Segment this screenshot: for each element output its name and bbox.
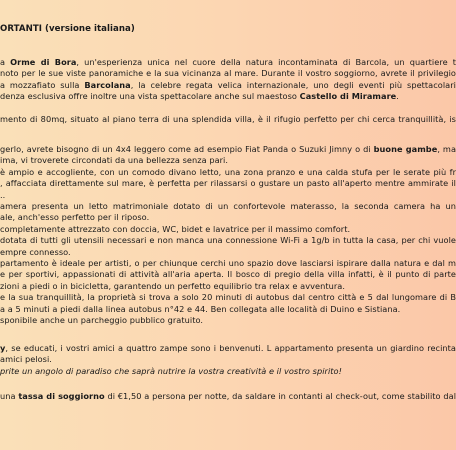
text-run: sponibile anche un parcheggio pubblico gratuito. bbox=[0, 315, 204, 325]
text-line bbox=[0, 79, 456, 91]
text-line bbox=[0, 166, 456, 178]
text-run: una bbox=[0, 391, 19, 401]
text-line bbox=[0, 200, 456, 212]
text-run: . bbox=[396, 91, 399, 102]
text-line bbox=[0, 353, 456, 365]
text-line bbox=[0, 234, 456, 246]
text-run: , se educati, i vostri amici a quattro zampe sono i benvenuti. L appartamento presenta un giardino recinta bbox=[5, 343, 456, 353]
text-line bbox=[0, 280, 456, 292]
text-line bbox=[0, 154, 456, 166]
text-line bbox=[0, 365, 456, 377]
text-run: , un'esperienza unica nel cuore della natura incontaminata di Barcola, un quartiere t bbox=[76, 57, 456, 67]
text-run: è ampio e accogliente, con un comodo divano letto, una zona pranzo e una calda stufa per le serate più fr bbox=[0, 166, 456, 177]
text-run: buone gambe bbox=[373, 144, 438, 154]
text-run: Barcolana bbox=[84, 79, 131, 90]
text-run: a bbox=[0, 57, 11, 67]
text-run: ale, anch'esso perfetto per il riposo. bbox=[0, 212, 150, 223]
text-line bbox=[0, 56, 456, 68]
text-line bbox=[0, 390, 456, 402]
text-run: ima, vi troverete circondati da una bellezza senza pari. bbox=[0, 155, 229, 166]
text-run: partamento è ideale per artisti, o per chiunque cerchi uno spazio dove lasciarsi ispirare dalla natura e dal m bbox=[0, 258, 456, 268]
text-run: tassa di soggiorno bbox=[18, 391, 105, 401]
text-line bbox=[0, 177, 456, 189]
text-line bbox=[0, 143, 456, 155]
text-line bbox=[0, 189, 456, 201]
text-run: amici pelosi. bbox=[0, 354, 52, 365]
text-run: .. bbox=[0, 189, 6, 200]
text-line bbox=[0, 113, 456, 125]
text-run: amera presenta un letto matrimoniale dotato di un confortevole materasso, la seconda camera ha un bbox=[0, 201, 456, 211]
text-run: mento di 80mq, situato al piano terra di una splendida villa, è il rifugio perfetto per chi cerca tranquillità, is bbox=[0, 114, 456, 124]
text-run: di €1,50 a persona per notte, da saldare in contanti al check-out, come stabilito dal bbox=[104, 391, 456, 401]
text-run: a a 5 minuti a piedi dalla linea autobus n°42 e 44. Ben collegata alle località di Duino e Sistiana. bbox=[0, 303, 401, 314]
text-line bbox=[0, 211, 456, 223]
text-line bbox=[0, 223, 456, 235]
text-line bbox=[0, 67, 456, 79]
text-run: e per sportivi, appassionati di attività all'aria aperta. Il bosco di pregio della villa infatti, è il punto di parte bbox=[0, 269, 456, 280]
text-run: dotata di tutti gli utensili necessari e non manca una connessione Wi-Fi a 1g/b in tutta la casa, per chi vuole bbox=[0, 235, 456, 246]
text-run: empre connesso. bbox=[0, 246, 71, 257]
text-run: e la sua tranquillità, la proprietà si trova a solo 20 minuti di autobus dal centro città e 5 dal lungomare di B bbox=[0, 292, 456, 303]
text-run: denza esclusiva offre inoltre una vista spettacolare anche sul maestoso bbox=[0, 91, 300, 102]
text-line bbox=[0, 257, 456, 269]
text-run: , affacciata direttamente sul mare, è perfetta per rilassarsi o gustare un pasto all'aperto mentre ammirate il bbox=[0, 178, 456, 189]
text-run: a mozzafiato sulla bbox=[0, 79, 85, 90]
text-line bbox=[0, 291, 456, 303]
text-line bbox=[0, 314, 456, 326]
text-line bbox=[0, 342, 456, 354]
text-run: Castello di Miramare bbox=[299, 91, 397, 102]
text-run: completamente attrezzato con doccia, WC, bidet e lavatrice per il massimo comfort. bbox=[0, 223, 351, 234]
text-run: prite un angolo di paradiso che saprà nutrire la vostra creatività e il vostro spirito! bbox=[0, 365, 342, 376]
section-title: ORTANTI (versione italiana) bbox=[0, 24, 135, 34]
text-run: , la celebre regata velica internazionale, uno degli eventi più spettacolari bbox=[130, 79, 456, 90]
text-run: Orme di Bora bbox=[10, 57, 77, 67]
text-run: y bbox=[0, 343, 6, 353]
text-run: gerlo, avrete bisogno di un 4x4 leggero come ad esempio Fiat Panda o Suzuki Jimny o di bbox=[0, 144, 374, 154]
text-line bbox=[0, 246, 456, 258]
text-line bbox=[0, 268, 456, 280]
text-run: , ma bbox=[437, 144, 456, 154]
text-line bbox=[0, 90, 456, 102]
text-run: noto per le sue viste panoramiche e la sua vicinanza al mare. Durante il vostro soggiorno, avrete il privilegio bbox=[0, 68, 456, 79]
text-run: zioni a piedi o in bicicletta, garantendo un perfetto equilibrio tra relax e avventura. bbox=[0, 280, 345, 291]
text-line bbox=[0, 303, 456, 315]
